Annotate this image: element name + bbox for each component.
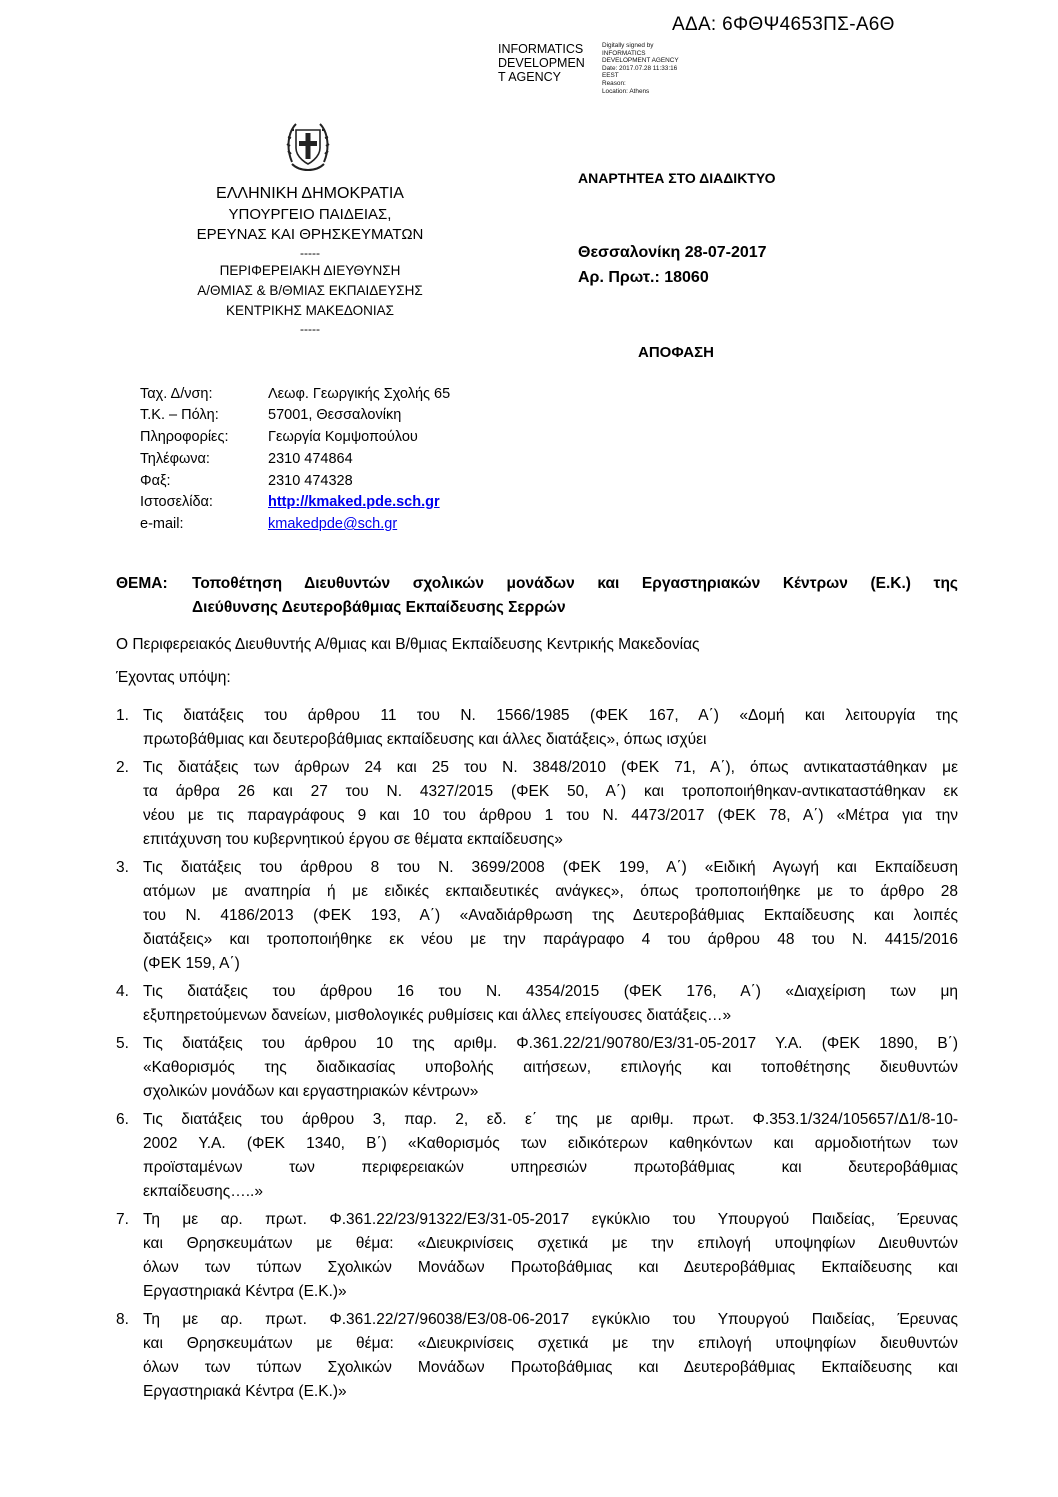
list-item: 7. Τη με αρ. πρωτ. Φ.361.22/23/91322/Ε3/31-05-2017 εγκύκλιο του Υπουργού Παιδείας, Έρευνας και Θρησκευμάτων με θέμα: «Διευκρινίσεις σχετικά με την επιλογή υποψηφίων Διευθυντών όλων των τύπων Σχολικών Μονάδων Πρωτοβάθμιας και Δευτεροβάθμιας Εκπαίδευσης και Εργαστηριακά Κέντρα (Ε.Κ.)»: [116, 1211, 958, 1300]
subject-line1: Τοποθέτηση Διευθυντών σχολικών μονάδων και Εργαστηριακών Κέντρων (Ε.Κ.) της: [192, 575, 958, 592]
ministry-line2: ΕΡΕΥΝΑΣ ΚΑΙ ΘΡΗΣΚΕΥΜΑΤΩΝ: [196, 226, 424, 243]
document-date: Θεσσαλονίκη 28-07-2017: [578, 244, 767, 261]
list-item: 1. Τις διατάξεις του άρθρου 11 του Ν. 1566/1985 (ΦΕΚ 167, Α΄) «Δομή και λειτουργία της πρωτοβάθμιας και δευτεροβάθμιας εκπαίδευσης και άλλες διατάξεις», όπως ισχύει: [116, 707, 958, 748]
intro-paragraph: Ο Περιφερειακός Διευθυντής Α/θμιας και Β/θμιας Εκπαίδευσης Κεντρικής Μακεδονίας: [116, 636, 700, 653]
list-item: 8. Τη με αρ. πρωτ. Φ.361.22/27/96038/Ε3/08-06-2017 εγκύκλιο του Υπουργού Παιδείας, Έρευνας και Θρησκευμάτων με θέμα: «Διευκρινίσεις σχετικά με την επιλογή υποψηφίων διευθυντών όλων των τύπων Σχολικών Μονάδων Πρωτοβάθμιας και Δευτεροβάθμιας Εκπαίδευσης και Εργαστηριακά Κέντρα (Ε.Κ.)»: [116, 1311, 958, 1400]
directorate-line2: Α/ΘΜΙΑΣ & Β/ΘΜΙΑΣ ΕΚΠΑΙΔΕΥΣΗΣ: [197, 283, 423, 298]
separator: -----: [300, 322, 320, 336]
legal-basis-list: [116, 704, 958, 1408]
signature-organization: INFORMATICS DEVELOPMEN T AGENCY: [498, 42, 585, 84]
subject-line2: Διεύθυνσης Δευτεροβάθμιας Εκπαίδευσης Σερρών: [192, 599, 566, 616]
separator: -----: [300, 246, 320, 260]
ada-code: ΑΔΑ: 6ΦΘΨ4653ΠΣ-Α6Θ: [672, 14, 895, 35]
publish-notice: ΑΝΑΡΤΗΤΕΑ ΣΤΟ ΔΙΑΔΙΚΤΥΟ: [578, 170, 776, 186]
directorate-line1: ΠΕΡΙΦΕΡΕΙΑΚΗ ΔΙΕΥΘΥΝΣΗ: [219, 263, 401, 278]
directorate-line3: ΚΕΝΤΡΙΚΗΣ ΜΑΚΕΔΟΝΙΑΣ: [226, 303, 394, 318]
decision-heading: ΑΠΟΦΑΣΗ: [638, 344, 714, 361]
subject: [116, 572, 958, 620]
list-item: 3. Τις διατάξεις του άρθρου 8 του Ν. 3699/2008 (ΦΕΚ 199, Α΄) «Ειδική Αγωγή και Εκπαίδευση ατόμων με αναπηρία ή με ειδικές εκπαιδευτικές ανάγκες», όπως τροποποιήθηκε με το άρθρο 28 του Ν. 4186/2013 (ΦΕΚ 193, Α΄) «Αναδιάρθρωση της Δευτεροβάθμιας Εκπαίδευσης και λοιπές διατάξεις» και τροποποιήθηκε εκ νέου με την παράγραφο 4 του άρθρου 48 του Ν. 4415/2016 (ΦΕΚ 159, Α΄): [116, 859, 958, 972]
signature-details: Digitally signed by INFORMATICS DEVELOPMENT AGENCY Date: 2017.07.28 11:33:16 EEST Reason: Location: Athens: [602, 42, 679, 95]
list-item: 4. Τις διατάξεις του άρθρου 16 του Ν. 4354/2015 (ΦΕΚ 176, Α΄) «Διαχείριση των μη εξυπηρετούμενων δανείων, μισθολογικές ρυθμίσεις και άλλες επείγουσες διατάξεις…»: [116, 983, 958, 1024]
email-link[interactable]: kmakedpde@sch.gr: [268, 516, 398, 532]
subject-label: ΘΕΜΑ:: [116, 575, 168, 592]
issuer-block: [160, 183, 460, 337]
list-item: 6. Τις διατάξεις του άρθρου 3, παρ. 2, εδ. ε΄ της με αριθμ. πρωτ. Φ.353.1/324/105657/Δ1/8-10- 2002 Υ.Α. (ΦΕΚ 1340, Β΄) «Καθορισμός των ειδικότερων καθηκόντων και αρμοδιοτήτων των προϊσταμένων των περιφερειακών υπηρεσιών πρωτοβάθμιας και δευτεροβάθμιας εκπαίδευσης…..»: [116, 1111, 958, 1200]
greek-emblem-icon: [286, 118, 330, 176]
list-item: 5. Τις διατάξεις του άρθρου 10 της αριθμ. Φ.361.22/21/90780/Ε3/31-05-2017 Υ.Α. (ΦΕΚ 1890, Β΄) «Καθορισμός της διαδικασίας υποβολής αιτήσεων, επιλογής και τοποθέτησης διευθυντών σχολικών μονάδων και εργαστηριακών κέντρων»: [116, 1035, 958, 1100]
republic-title: ΕΛΛΗΝΙΚΗ ΔΗΜΟΚΡΑΤΙΑ: [216, 185, 404, 202]
considering-heading: Έχοντας υπόψη:: [116, 669, 231, 686]
ministry-line1: ΥΠΟΥΡΓΕΙΟ ΠΑΙΔΕΙΑΣ,: [228, 206, 392, 223]
website-link[interactable]: http://kmaked.pde.sch.gr: [268, 494, 440, 510]
protocol-number: Αρ. Πρωτ.: 18060: [578, 269, 709, 286]
list-item: 2. Τις διατάξεις των άρθρων 24 και 25 του Ν. 3848/2010 (ΦΕΚ 71, Α΄), όπως αντικαταστάθηκαν με τα άρθρα 26 και 27 του Ν. 4327/2015 (ΦΕΚ 50, Α΄) και τροποποιήθηκαν-αντικαταστάθηκαν εκ νέου με τις παραγράφους 9 και 10 του άρθρου 1 του Ν. 4473/2017 (ΦΕΚ 78, Α΄) «Μέτρα για την επιτάχυνση του κυβερνητικού έργου σε θέματα εκπαίδευσης»: [116, 759, 958, 848]
